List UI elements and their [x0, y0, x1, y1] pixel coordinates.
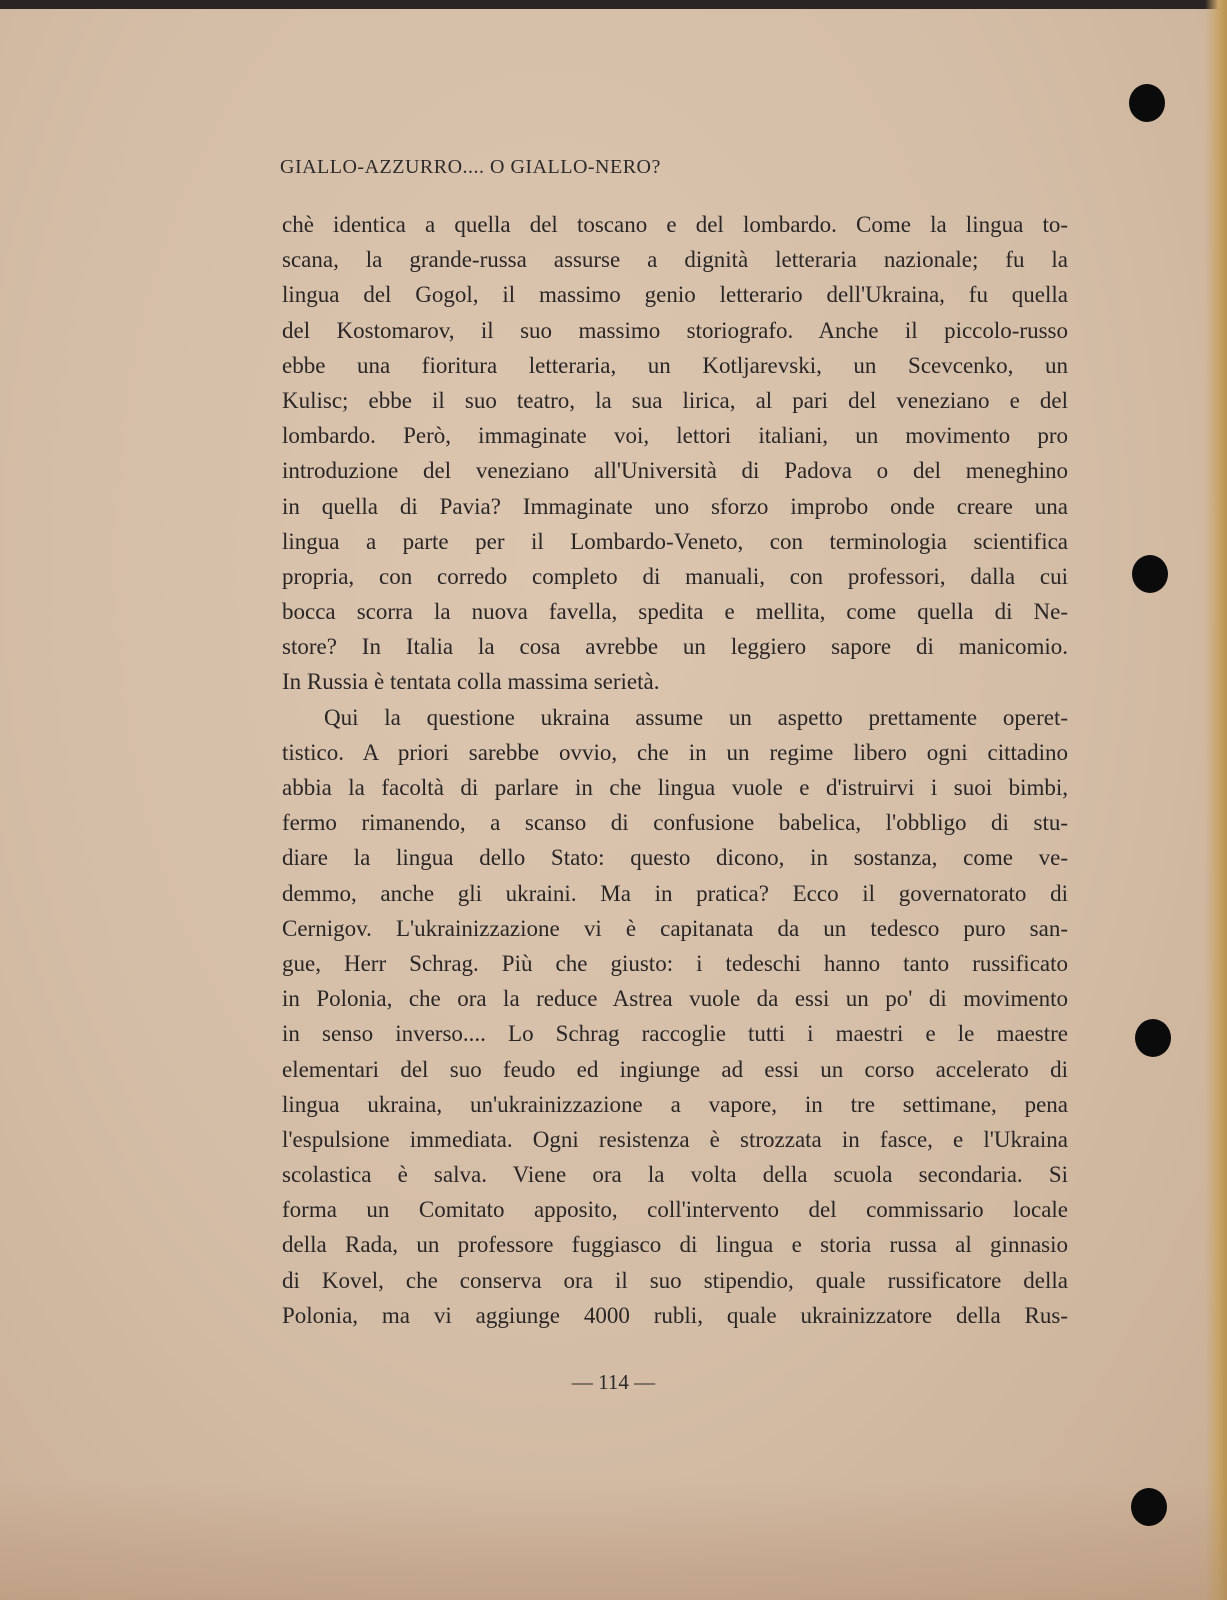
text-line: in quella di Pavia? Immaginate uno sforzo improbo onde creare una — [282, 493, 1068, 519]
text-line: In Russia è tentata colla massima serietà. — [282, 669, 660, 695]
text-line: bocca scorra la nuova favella, spedita e mellita, come quella di Ne- — [282, 599, 1068, 625]
text-line: Kulisc; ebbe il suo teatro, la sua lirica, al pari del veneziano e del — [282, 387, 1068, 413]
binder-hole — [1132, 555, 1168, 593]
body-text — [282, 207, 1068, 1333]
binder-hole — [1131, 1488, 1167, 1526]
text-line: lingua ukraina, un'ukrainizzazione a vapore, in tre settimane, pena — [282, 1091, 1068, 1117]
text-line: di Kovel, che conserva ora il suo stipendio, quale russificatore della — [282, 1267, 1068, 1293]
scan-right-edge — [1205, 0, 1227, 1600]
text-line: gue, Herr Schrag. Più che giusto: i tedeschi hanno tanto russificato — [282, 950, 1068, 976]
text-line: abbia la facoltà di parlare in che lingua vuole e d'istruirvi i suoi bimbi, — [282, 775, 1068, 800]
page-number: — 114 — — [571, 1370, 656, 1394]
text-line: diare la lingua dello Stato: questo dicono, in sostanza, come ve- — [282, 845, 1068, 871]
text-line: lombardo. Però, immaginate voi, lettori italiani, un movimento pro — [282, 423, 1068, 449]
text-line: in Polonia, che ora la reduce Astrea vuole da essi un po' di movimento — [282, 986, 1068, 1012]
text-line: Cernigov. L'ukrainizzazione vi è capitanata da un tedesco puro san- — [282, 915, 1068, 941]
text-line: ebbe una fioritura letteraria, un Kotljarevski, un Scevcenko, un — [282, 352, 1068, 378]
scan-bottom-shade — [0, 1480, 1227, 1600]
text-line: introduzione del veneziano all'Università di Padova o del meneghino — [282, 458, 1068, 484]
scan-top-edge — [0, 0, 1227, 9]
text-line: della Rada, un professore fuggiasco di lingua e storia russa al ginnasio — [282, 1232, 1068, 1258]
text-line: Polonia, ma vi aggiunge 4000 rubli, quale ukrainizzatore della Rus- — [282, 1302, 1068, 1328]
text-line: scana, la grande-russa assurse a dignità letteraria nazionale; fu la — [282, 247, 1068, 273]
text-line: tistico. A priori sarebbe ovvio, che in un regime libero ogni cittadino — [282, 739, 1068, 765]
text-line: fermo rimanendo, a scanso di confusione babelica, l'obbligo di stu- — [282, 810, 1068, 836]
text-line: lingua a parte per il Lombardo-Veneto, con terminologia scientifica — [282, 528, 1068, 554]
text-line: chè identica a quella del toscano e del lombardo. Come la lingua to- — [282, 212, 1068, 237]
text-line: forma un Comitato apposito, coll'intervento del commissario locale — [282, 1197, 1068, 1223]
text-line: l'espulsione immediata. Ogni resistenza è strozzata in fasce, e l'Ukraina — [282, 1126, 1068, 1152]
text-line: lingua del Gogol, il massimo genio letterario dell'Ukraina, fu quella — [282, 282, 1068, 308]
text-line: Qui la questione ukraina assume un aspetto prettamente operet- — [324, 704, 1068, 730]
text-line: propria, con corredo completo di manuali, con professori, dalla cui — [282, 563, 1068, 589]
text-line: scolastica è salva. Viene ora la volta della scuola secondaria. Si — [282, 1162, 1068, 1188]
text-line: store? In Italia la cosa avrebbe un leggiero sapore di manicomio. — [282, 634, 1068, 660]
text-line: del Kostomarov, il suo massimo storiografo. Anche il piccolo-russo — [282, 317, 1068, 343]
text-line: in senso inverso.... Lo Schrag raccoglie tutti i maestri e le maestre — [282, 1021, 1068, 1047]
text-line: elementari del suo feudo ed ingiunge ad essi un corso accelerato di — [282, 1056, 1068, 1082]
binder-hole — [1135, 1019, 1171, 1057]
binder-hole — [1129, 84, 1165, 122]
running-head: GIALLO-AZZURRO.... O GIALLO-NERO? — [280, 156, 661, 178]
text-line: demmo, anche gli ukraini. Ma in pratica? Ecco il governatorato di — [282, 880, 1068, 906]
